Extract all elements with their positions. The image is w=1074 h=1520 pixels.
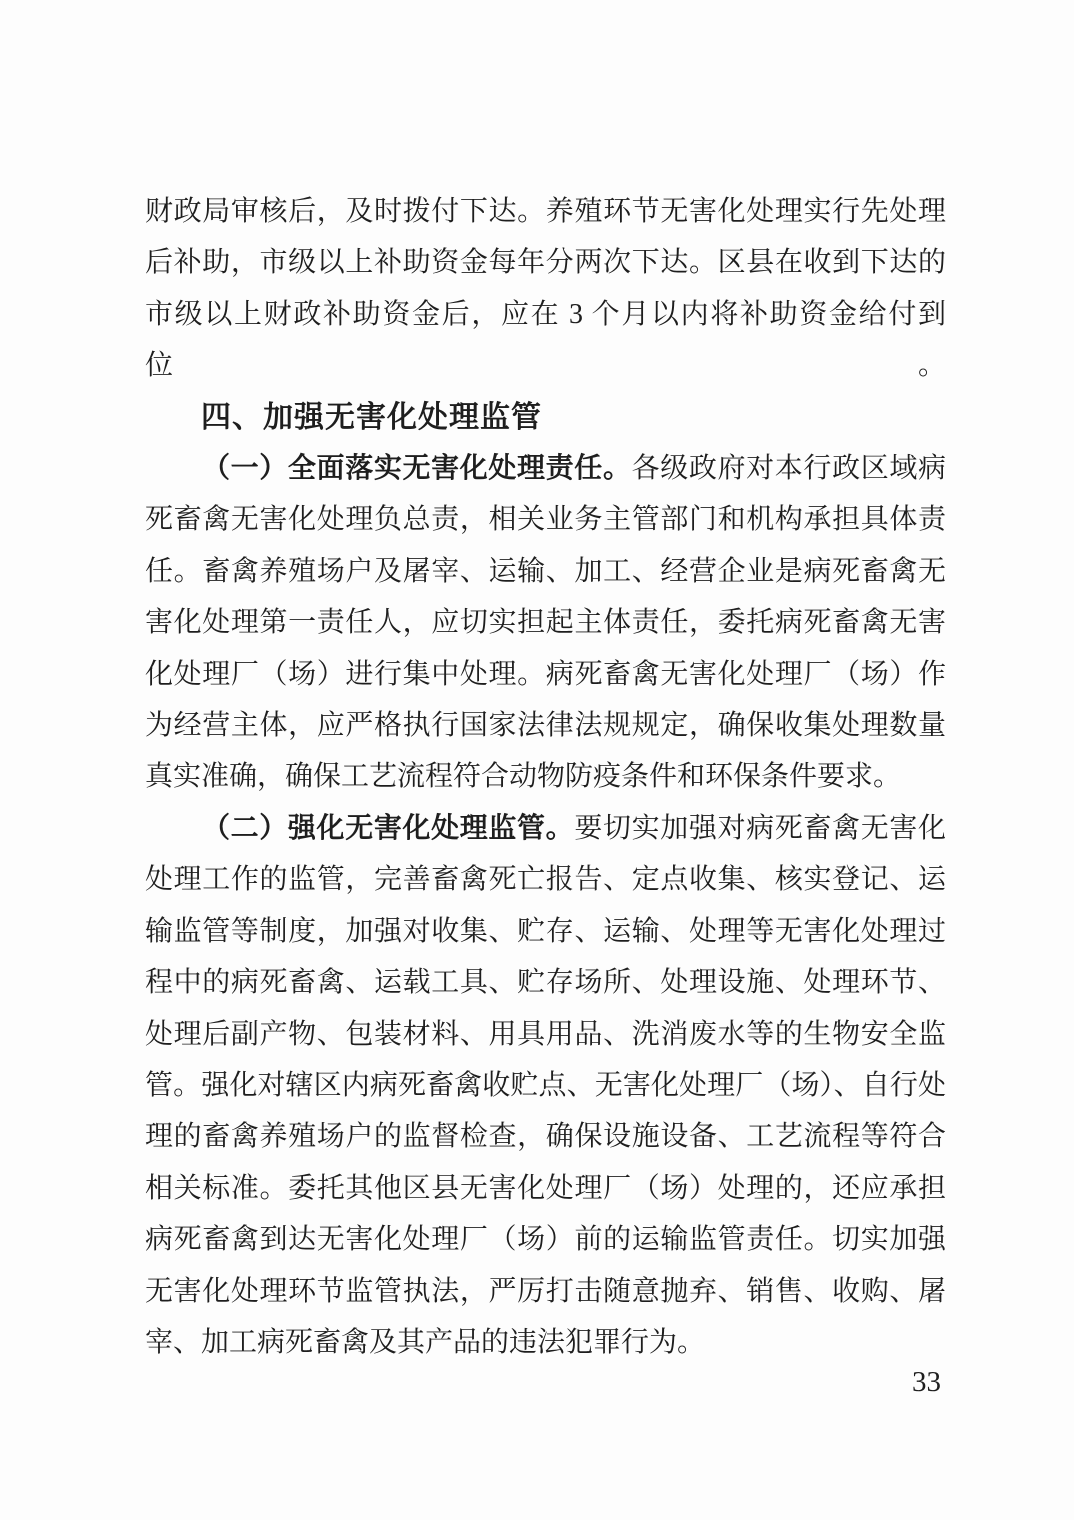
text-line: 相关标准。委托其他区县无害化处理厂（场）处理的，还应承担 <box>145 1172 946 1204</box>
text-line: 程中的病死畜禽、运载工具、贮存场所、处理设施、处理环节、 <box>145 967 946 999</box>
text-line: 化处理厂（场）进行集中处理。病死畜禽无害化处理厂（场）作 <box>145 658 946 690</box>
text-line: 处理工作的监管，完善畜禽死亡报告、定点收集、核实登记、运 <box>145 864 946 896</box>
text-line: 理的畜禽养殖场户的监督检查，确保设施设备、工艺流程等符合 <box>145 1121 946 1153</box>
text-line: 为经营主体，应严格执行国家法律法规规定，确保收集处理数量 <box>145 710 946 742</box>
paragraph-text: 要切实加强对病死畜禽无害化 <box>574 812 946 844</box>
page-number: 33 <box>912 1366 941 1398</box>
text-line: 市级以上财政补助资金后，应在 3 个月以内将补助资金给付到位。 <box>145 298 946 382</box>
paragraph-lead: （一）全面落实无害化处理责任。 <box>202 453 632 485</box>
text-line: 输监管等制度，加强对收集、贮存、运输、处理等无害化处理过 <box>145 915 946 947</box>
text-line: 无害化处理环节监管执法，严厉打击随意抛弃、销售、收购、屠 <box>145 1275 946 1307</box>
section-heading: 四、加强无害化处理监管 <box>201 400 542 434</box>
text-line: 害化处理第一责任人，应切实担起主体责任，委托病死畜禽无害 <box>145 607 946 639</box>
text-line <box>145 443 946 494</box>
paragraph-lead: （二）强化无害化处理监管。 <box>202 812 575 844</box>
text-line: 宰、加工病死畜禽及其产品的违法犯罪行为。 <box>145 1326 706 1358</box>
text-line: 处理后副产物、包装材料、用具用品、洗消废水等的生物安全监 <box>145 1018 946 1050</box>
text-line: 死畜禽无害化处理负总责，相关业务主管部门和机构承担具体责 <box>145 504 946 536</box>
text-line: 财政局审核后，及时拨付下达。养殖环节无害化处理实行先处理 <box>145 196 946 227</box>
paragraph-text: 各级政府对本行政区域病 <box>631 453 946 485</box>
text-line <box>145 803 946 854</box>
document-body <box>145 186 946 1368</box>
text-line: 病死畜禽到达无害化处理厂（场）前的运输监管责任。切实加强 <box>145 1224 946 1256</box>
text-line: 真实准确，确保工艺流程符合动物防疫条件和环保条件要求。 <box>145 761 902 793</box>
text-line: 后补助，市级以上补助资金每年分两次下达。区县在收到下达的 <box>145 247 946 279</box>
text-line: 任。畜禽养殖场户及屠宰、运输、加工、经营企业是病死畜禽无 <box>145 555 946 587</box>
text-line: 管。强化对辖区内病死畜禽收贮点、无害化处理厂（场）、自行处 <box>145 1069 946 1101</box>
